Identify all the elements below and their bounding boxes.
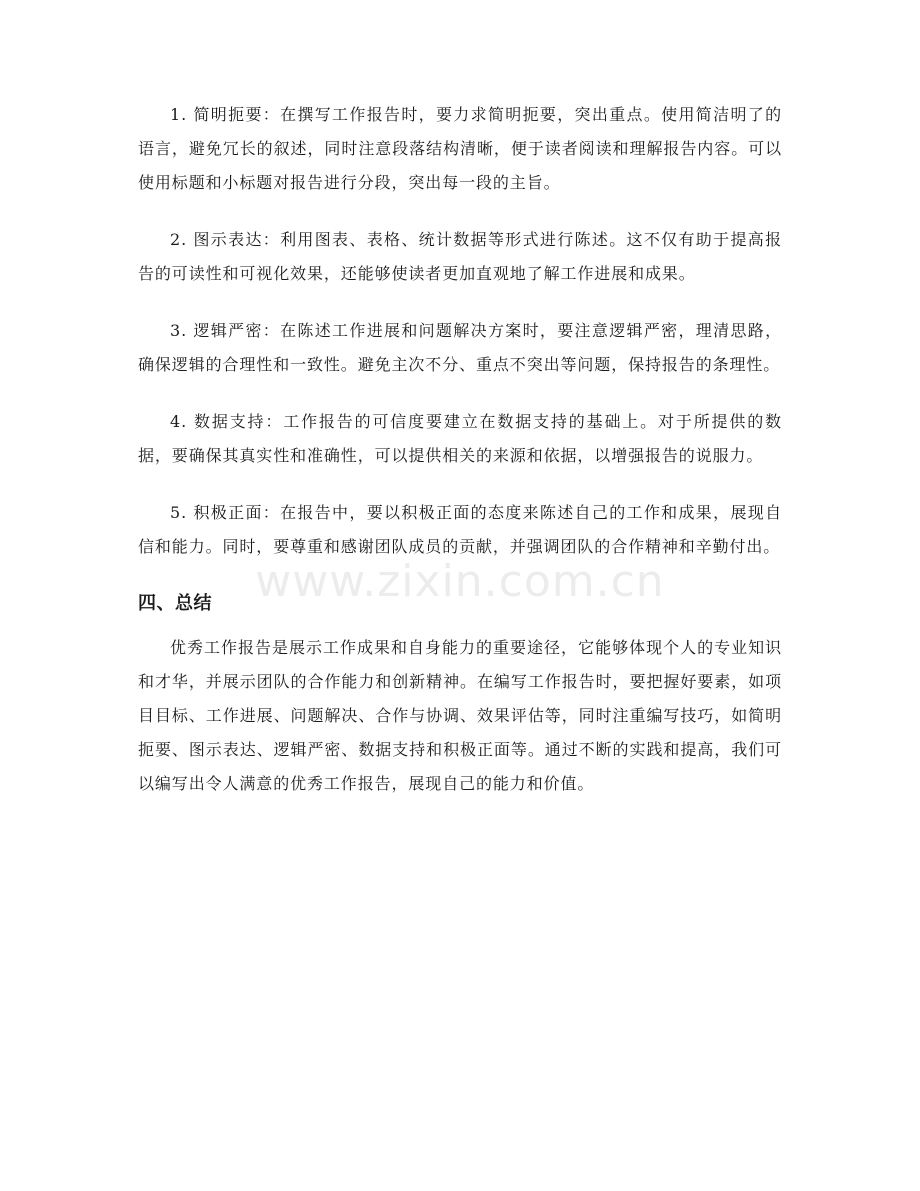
list-item-positive-attitude: 5. 积极正面：在报告中，要以积极正面的态度来陈述自己的工作和成果，展现自信和能力。同时，要尊重和感谢团队成员的贡献，并强调团队的合作精神和辛勤付出。	[138, 503, 782, 556]
watermark: www.zixin.com.cn	[255, 556, 665, 607]
list-item-visual-expression: 2. 图示表达：利用图表、表格、统计数据等形式进行陈述。这不仅有助于提高报告的可读性和可视化效果，还能够使读者更加直观地了解工作进展和成果。	[138, 230, 782, 283]
summary-paragraph: 优秀工作报告是展示工作成果和自身能力的重要途径，它能够体现个人的专业知识和才华，并展示团队的合作能力和创新精神。在编写工作报告时，要把握好要素，如项目目标、工作进展、问题解决、合作与协调、效果评估等，同时注重编写技巧，如简明扼要、图示表达、逻辑严密、数据支持和积极正面等。通过不断的实践和提高，我们可以编写出令人满意的优秀工作报告，展现自己的能力和价值。	[138, 638, 782, 793]
list-item-concise: 1. 简明扼要：在撰写工作报告时，要力求简明扼要，突出重点。使用简洁明了的语言，避免冗长的叙述，同时注意段落结构清晰，便于读者阅读和理解报告内容。可以使用标题和小标题对报告进行分段，突出每一段的主旨。	[138, 105, 782, 192]
section-heading-summary: 四、总结	[138, 593, 212, 614]
document-body	[138, 98, 782, 824]
list-item-rigorous-logic: 3. 逻辑严密：在陈述工作进展和问题解决方案时，要注意逻辑严密，理清思路，确保逻辑的合理性和一致性。避免主次不分、重点不突出等问题，保持报告的条理性。	[138, 321, 782, 374]
list-item-data-support: 4. 数据支持：工作报告的可信度要建立在数据支持的基础上。对于所提供的数据，要确保其真实性和准确性，可以提供相关的来源和依据，以增强报告的说服力。	[138, 412, 782, 465]
